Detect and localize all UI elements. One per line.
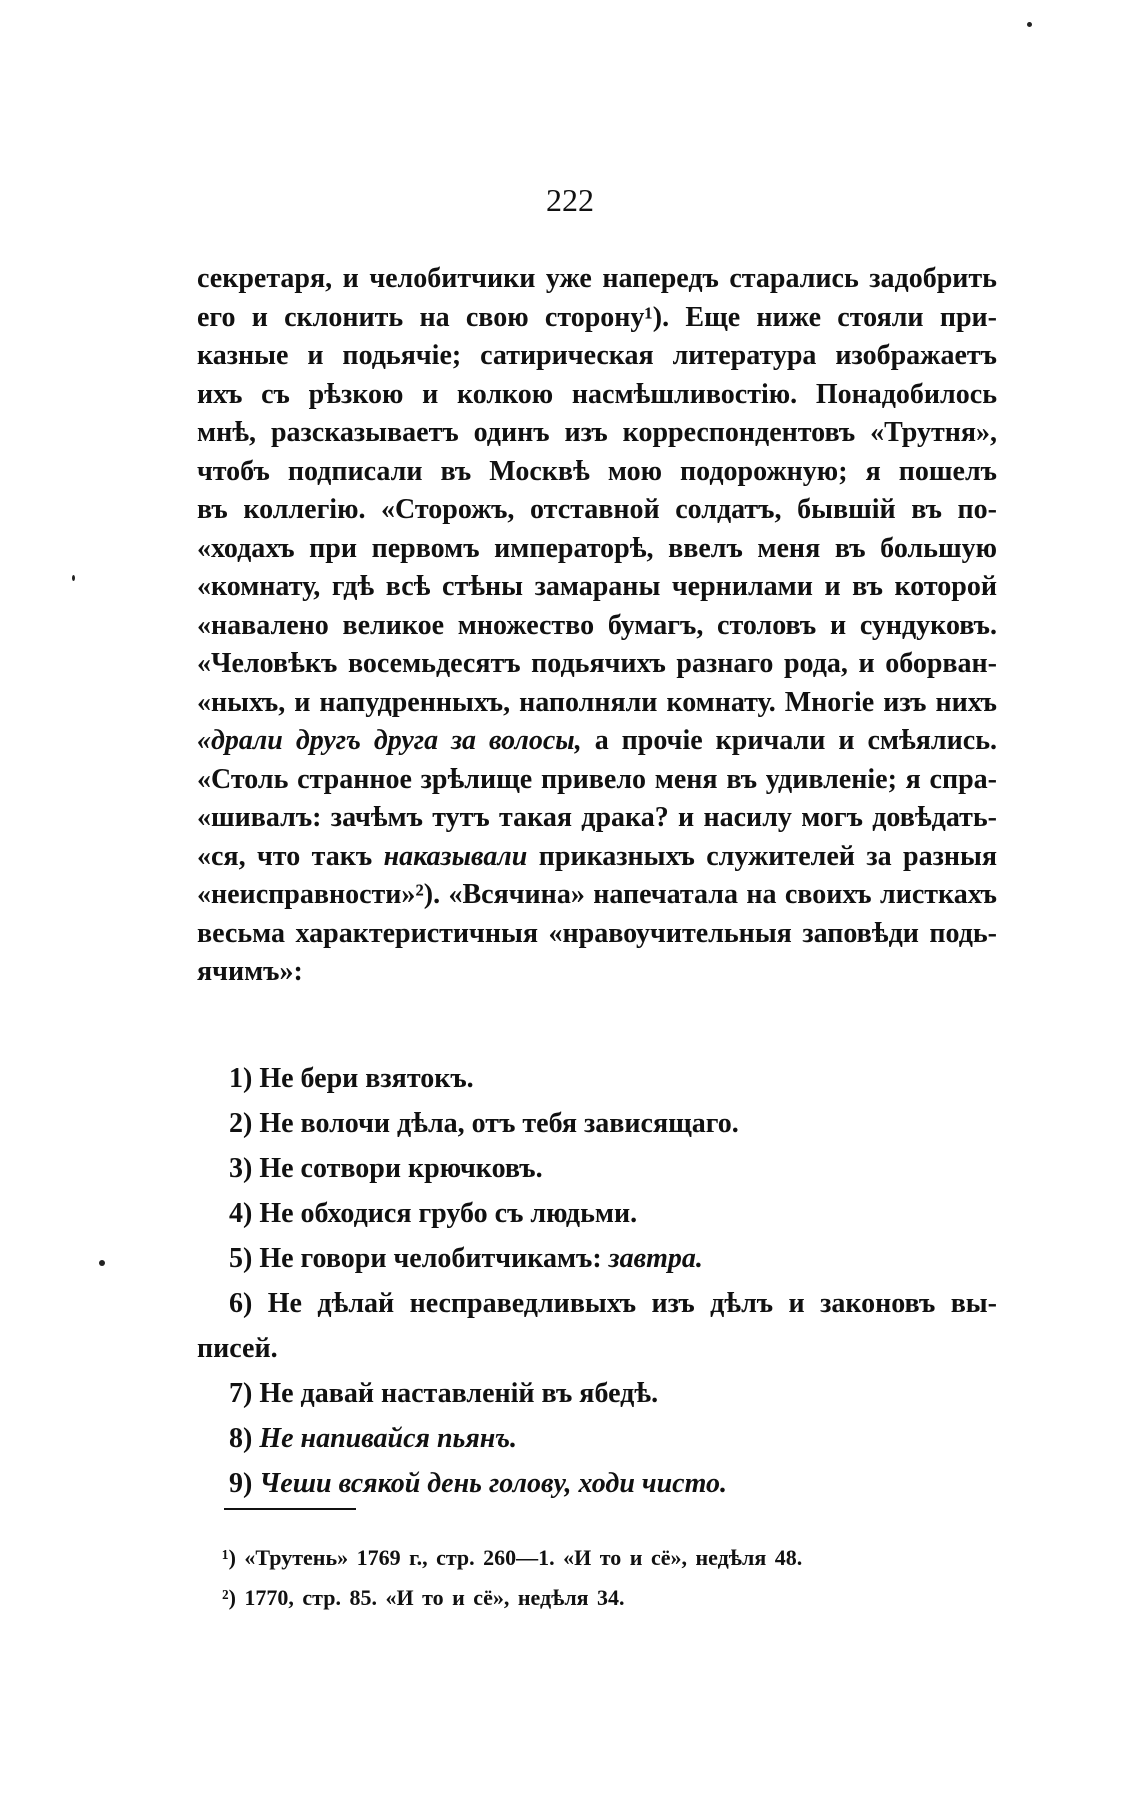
scan-speck	[1027, 22, 1032, 27]
item-number: 7)	[229, 1378, 253, 1409]
text-segment: «ся, что такъ	[197, 840, 384, 872]
text-line: «неисправности»²). «Всячина» напечатала на своихъ листкахъ	[197, 879, 997, 910]
text-line: секретаря, и челобитчики уже напередъ старались задобрить	[197, 263, 997, 294]
item-number: 3)	[229, 1153, 253, 1184]
item-text: Не дѣлай несправедливыхъ изъ дѣлъ и законовъ вы-	[267, 1288, 997, 1319]
commandments-list	[197, 1056, 997, 1506]
italic-phrase: «драли другъ друга за волосы,	[197, 725, 582, 756]
text-line: ячимъ»:	[197, 956, 303, 987]
text-line: «навалено великое множество бумагъ, столовъ и сундуковъ.	[197, 609, 997, 641]
item-text: Не давай наставленій въ ябедѣ.	[259, 1378, 659, 1409]
list-item	[197, 1281, 997, 1326]
item-number: 6)	[229, 1288, 253, 1319]
text-line: чтобъ подписали въ Москвѣ мою подорожную; я пошелъ	[197, 455, 997, 487]
item-text: Не обходися грубо съ людьми.	[259, 1198, 638, 1229]
list-item	[197, 1146, 997, 1191]
item-number: 4)	[229, 1198, 253, 1229]
text-line: «шивалъ: зачѣмъ тутъ такая драка? и насилу могъ довѣдать-	[197, 802, 997, 833]
list-item	[197, 1101, 997, 1146]
italic-phrase: Чеши всякой день голову, ходи чисто.	[259, 1468, 728, 1499]
footnote	[222, 1538, 1002, 1578]
list-item-continuation: писей.	[197, 1333, 278, 1364]
scan-speck	[99, 1260, 105, 1266]
text-line: казные и подьячіе; сатирическая литература изображаетъ	[197, 340, 997, 371]
scan-speck	[72, 575, 75, 581]
text-segment: а прочіе кричали и смѣялись.	[581, 725, 997, 756]
text-line: «ныхъ, и напудренныхъ, наполняли комнату. Многіе изъ нихъ	[197, 686, 997, 718]
item-text: Не бери взятокъ.	[259, 1063, 474, 1094]
text-line: «Человѣкъ восемьдесятъ подьячихъ разнаго рода, и оборван-	[197, 648, 997, 679]
list-item	[197, 1236, 997, 1281]
footnote-mark: ²)	[222, 1585, 236, 1610]
item-number: 8)	[229, 1423, 253, 1454]
text-line-with-italic	[197, 722, 997, 761]
footnote	[222, 1578, 1002, 1618]
list-item	[197, 1416, 997, 1461]
footnote-divider	[224, 1508, 356, 1510]
list-item	[197, 1371, 997, 1416]
text-line-with-italic	[197, 838, 997, 877]
list-item	[197, 1056, 997, 1101]
footnote-text: «Трутень» 1769 г., стр. 260—1. «И то и сё», недѣля 48.	[235, 1545, 803, 1570]
footnote-text: 1770, стр. 85. «И то и сё», недѣля 34.	[235, 1585, 625, 1610]
item-text: Не сотвори крючковъ.	[259, 1153, 543, 1184]
text-line: его и склонить на свою сторону¹). Еще ниже стояли при-	[197, 301, 997, 333]
text-line: «комнату, гдѣ всѣ стѣны замараны чернилами и въ которой	[197, 571, 997, 602]
body-paragraph	[197, 260, 997, 992]
item-number: 5)	[229, 1243, 253, 1274]
list-item	[197, 1191, 997, 1236]
item-number: 2)	[229, 1108, 253, 1139]
text-line: въ коллегію. «Сторожъ, отставной солдатъ, бывшій въ по-	[197, 494, 997, 525]
item-text: Не говори челобитчикамъ:	[259, 1243, 609, 1274]
text-line: ихъ съ рѣзкою и колкою насмѣшливостію. Понадобилось	[197, 378, 997, 410]
item-number: 1)	[229, 1063, 253, 1094]
italic-phrase: Не напивайся пьянъ.	[259, 1423, 518, 1454]
text-line: «Столь странное зрѣлище привело меня въ удивленіе; я спра-	[197, 763, 997, 795]
item-text: Не волочи дѣла, отъ тебя зависящаго.	[259, 1108, 739, 1139]
text-line: весьма характеристичныя «нравоучительныя заповѣди подь-	[197, 917, 997, 949]
text-segment: приказныхъ служителей за разныя	[527, 840, 997, 872]
text-line: мнѣ, разсказываетъ одинъ изъ корреспондентовъ «Трутня»,	[197, 417, 997, 448]
list-item	[197, 1461, 997, 1506]
text-line: «ходахъ при первомъ императорѣ, ввелъ меня въ большую	[197, 532, 997, 564]
footnote-mark: ¹)	[222, 1545, 236, 1570]
page-number: 222	[546, 182, 594, 218]
footnotes	[222, 1538, 1002, 1618]
item-number: 9)	[229, 1468, 253, 1499]
italic-phrase: наказывали	[383, 840, 528, 872]
italic-phrase: завтра.	[608, 1243, 703, 1274]
